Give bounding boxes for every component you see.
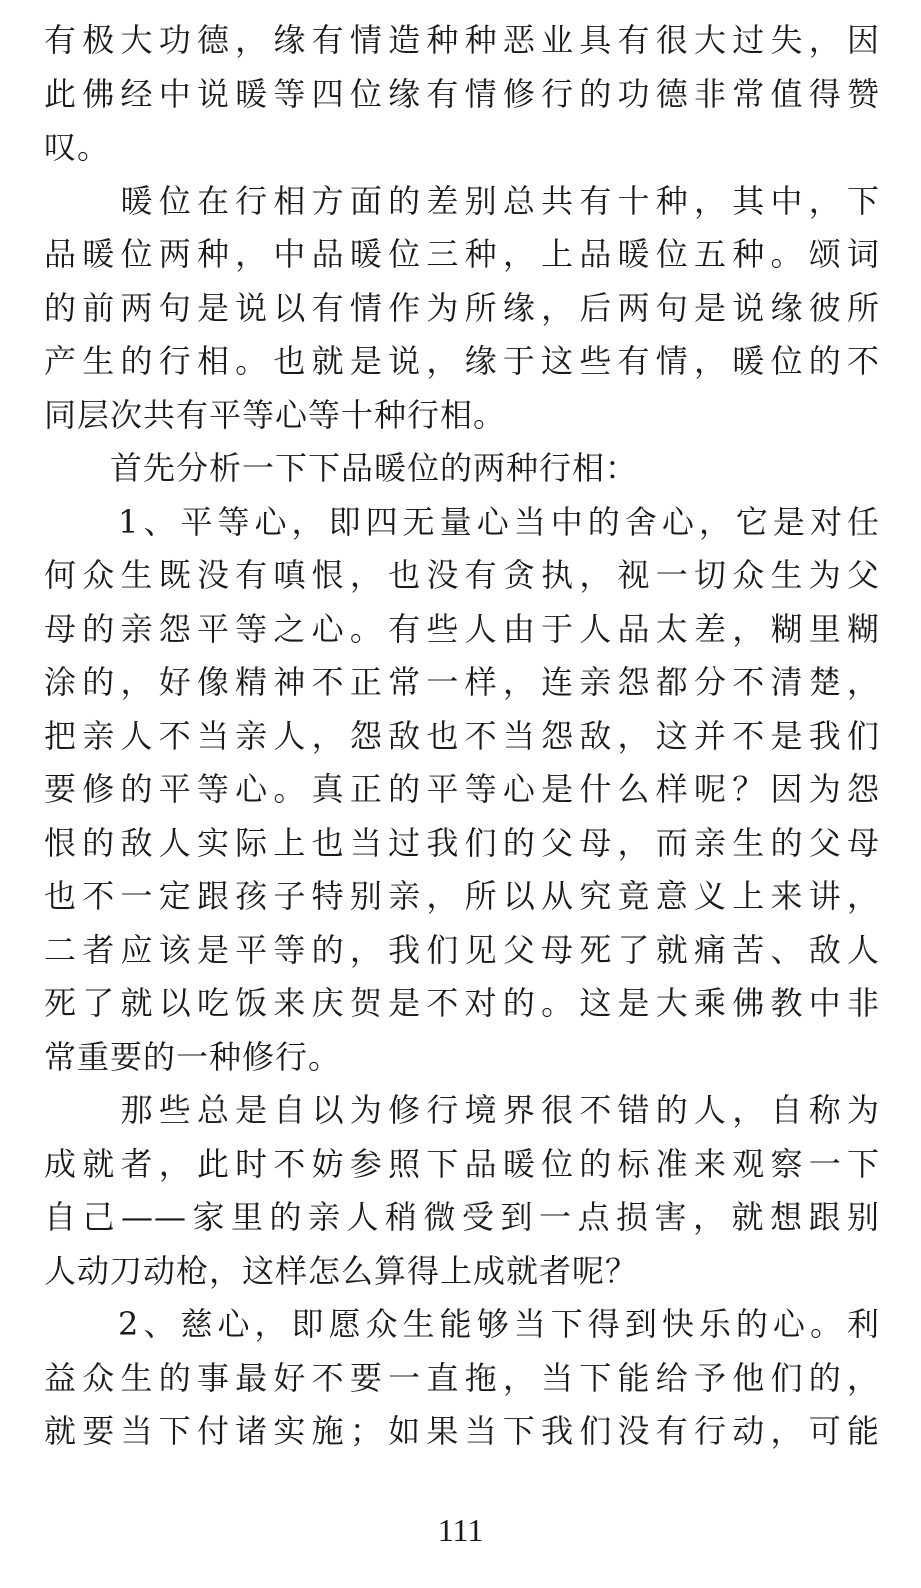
text-line: 的前两句是说以有情作为所缘，后两句是说缘彼所 bbox=[44, 288, 880, 327]
text-line: 产生的行相。也就是说，缘于这些有情，暖位的不 bbox=[44, 342, 880, 380]
text-line: 益众生的事最好不要一直拖，当下能给予他们的， bbox=[44, 1358, 880, 1397]
text-line: 成就者，此时不妨参照下品暖位的标准来观察一下 bbox=[44, 1144, 880, 1183]
text-line: 有极大功德，缘有情造种种恶业具有很大过失，因 bbox=[44, 21, 880, 59]
body-text bbox=[44, 14, 880, 1459]
text-line: 那些总是自以为修行境界很不错的人，自称为 bbox=[44, 1091, 880, 1129]
text-line: 把亲人不当亲人，怨敌也不当怨敌，这并不是我们 bbox=[44, 716, 880, 755]
text-line: 何众生既没有嗔恨，也没有贪执，视一切众生为父 bbox=[44, 556, 880, 594]
text-line: 暖位在行相方面的差别总共有十种，其中，下 bbox=[44, 181, 880, 220]
text-line: 1、平等心，即四无量心当中的舍心，它是对任 bbox=[44, 502, 880, 541]
text-line: 二者应该是平等的，我们见父母死了就痛苦、敌人 bbox=[44, 930, 880, 969]
text-line: 同层次共有平等心等十种行相。 bbox=[44, 395, 507, 434]
text-line: 此佛经中说暖等四位缘有情修行的功德非常值得赞 bbox=[44, 74, 880, 113]
text-line: 2、慈心，即愿众生能够当下得到快乐的心。利 bbox=[44, 1305, 880, 1343]
text-line: 自己——家里的亲人稍微受到一点损害，就想跟别 bbox=[44, 1198, 880, 1236]
text-line: 就要当下付诸实施；如果当下我们没有行动，可能 bbox=[44, 1412, 880, 1450]
text-line: 死了就以吃饭来庆贺是不对的。这是大乘佛教中非 bbox=[44, 984, 880, 1022]
text-line: 母的亲怨平等之心。有些人由于人品太差，糊里糊 bbox=[44, 609, 880, 648]
text-line: 恨的敌人实际上也当过我们的父母，而亲生的父母 bbox=[44, 823, 880, 862]
text-line: 涂的，好像精神不正常一样，连亲怨都分不清楚， bbox=[44, 663, 880, 701]
text-line: 要修的平等心。真正的平等心是什么样呢？因为怨 bbox=[44, 770, 880, 808]
text-line: 也不一定跟孩子特别亲，所以从究竟意义上来讲， bbox=[44, 877, 880, 915]
text-line: 首先分析一下下品暖位的两种行相： bbox=[44, 449, 639, 487]
text-line: 常重要的一种修行。 bbox=[44, 1037, 342, 1076]
text-line: 品暖位两种，中品暖位三种，上品暖位五种。颂词 bbox=[44, 235, 880, 273]
text-line: 人动刀动枪，这样怎么算得上成就者呢？ bbox=[44, 1251, 639, 1290]
page-number: 111 bbox=[437, 1512, 484, 1548]
text-line: 叹。 bbox=[44, 128, 111, 166]
